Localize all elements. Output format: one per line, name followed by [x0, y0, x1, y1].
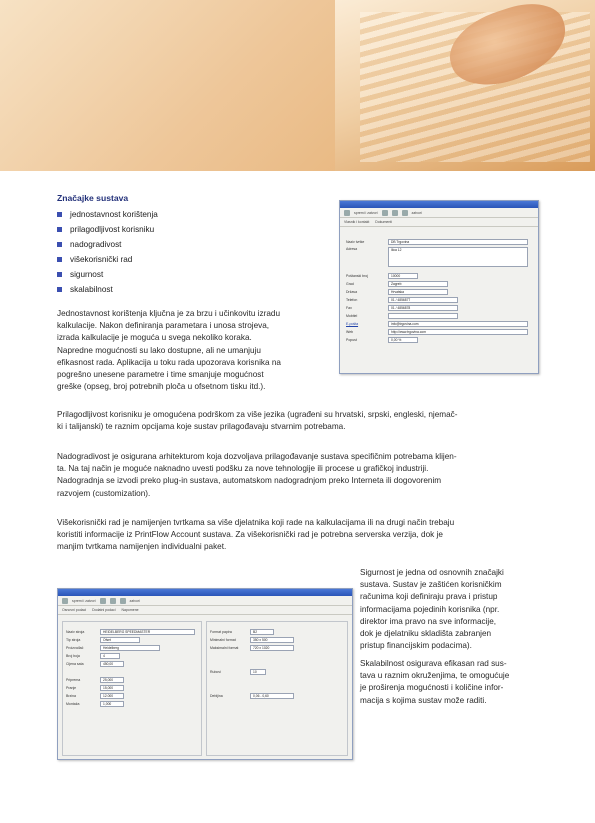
print-icon — [110, 598, 116, 604]
field-value: 01 / 4856877 — [388, 297, 458, 303]
field-label: Minimalni format — [210, 638, 236, 642]
form-row — [66, 701, 124, 707]
field-label: Poštanski broj — [346, 274, 368, 278]
field-value: 10000 — [388, 273, 418, 279]
field-value: Ofset — [100, 637, 140, 643]
window-toolbar — [58, 596, 352, 606]
paragraph-customization — [57, 409, 457, 433]
field-label: Web — [346, 330, 354, 334]
window-tabs — [58, 606, 352, 615]
form-row — [346, 329, 528, 335]
text-line: Skalabilnost osigurava efikasan rad sus- — [360, 659, 507, 668]
tab-label: Napomene — [121, 608, 139, 612]
feature-item: nadogradivost — [57, 237, 158, 252]
text-line: macija s kojima sustav može raditi. — [360, 695, 487, 705]
field-label: Format papira — [210, 630, 232, 634]
feature-item: jednostavnost korištenja — [57, 207, 158, 222]
field-value: 12.000 — [100, 693, 124, 699]
hero-photo — [0, 0, 595, 171]
field-label: Priprema — [66, 678, 81, 682]
field-value: Hrvatska — [388, 289, 448, 295]
feature-item: višekorisnički rad — [57, 252, 158, 267]
toolbar-label: zatvori — [129, 598, 140, 603]
window-titlebar — [340, 201, 538, 208]
text-line: razvojem (customization). — [57, 488, 151, 498]
section-heading: Značajke sustava — [57, 193, 129, 203]
tab-label: Osnovni podaci — [62, 608, 87, 612]
field-label: Fax — [346, 306, 352, 310]
field-value: 450,00 — [100, 661, 124, 667]
field-label: Popust — [346, 338, 357, 342]
form-row — [66, 661, 124, 667]
form-row — [66, 693, 124, 699]
form-row — [66, 629, 195, 635]
paragraph-security — [360, 567, 504, 652]
form-row — [346, 337, 418, 343]
text-line: Jednostavnost korištenja ključna je za brzu i učinkovitu izradu — [57, 309, 280, 318]
text-line: greške (opseg, broj potrebnih ploča u ofsetnom tisku itd.). — [57, 382, 266, 392]
tab-label: Vlasnik i kontakt — [344, 220, 370, 224]
close-icon — [120, 598, 126, 604]
field-value: 25,000 — [100, 677, 124, 683]
field-value: 0,00 % — [388, 337, 418, 343]
paragraph-upgradability — [57, 451, 457, 500]
text-line: direktor ima pravo na sve informacije, — [360, 616, 497, 626]
field-label: Broj boja — [66, 654, 80, 658]
form-row — [210, 637, 294, 643]
form-row — [210, 645, 294, 651]
field-label: Država — [346, 290, 358, 294]
tab-label: Dodatni podaci — [92, 608, 116, 612]
form-row — [346, 321, 528, 327]
field-label: Mobitel — [346, 314, 358, 318]
field-value: 01 / 4856878 — [388, 305, 458, 311]
save-close-icon — [344, 210, 350, 216]
save-close-icon — [62, 598, 68, 604]
field-value: http://www.trgovina.com — [388, 329, 528, 335]
window-titlebar — [58, 589, 352, 596]
field-label: Pranje — [66, 686, 77, 690]
text-line: informacijama pojedinih korisnika (npr. — [360, 604, 500, 614]
form-row — [66, 677, 124, 683]
field-value: HEIDELBERG SPEEDMASTER — [100, 629, 195, 635]
partner-window-screenshot — [339, 200, 539, 374]
text-line: Nadogradivost je osigurana arhitekturom koja dozvoljava prilagođavanje sustava specifičnim potrebama klijen- — [57, 452, 457, 461]
text-line: kalkulacije. Nakon definiranja parametara i unosa strojeva, — [57, 321, 270, 331]
form-row — [66, 645, 160, 651]
feature-item: prilagodljivost korisniku — [57, 222, 158, 237]
field-value: 0,06 - 0,60 — [250, 693, 294, 699]
text-line: koristiti informacije iz PrintFlow Account sustava. Za višekorisnički rad je potrebna serverska verzija, dok je — [57, 530, 443, 540]
form-row — [210, 629, 274, 635]
field-value: B2 — [250, 629, 274, 635]
field-value: Ilica 12 — [388, 247, 528, 267]
field-value: Heidelberg — [100, 645, 160, 651]
text-line: pristup financijskim podacima). — [360, 641, 472, 651]
text-line: manjim tvrtkama namijenjen individualni paket. — [57, 542, 227, 552]
window-tabs — [340, 218, 538, 227]
print-icon — [392, 210, 398, 216]
text-line: ta. Na taj način je moguće naknadno uvesti podšku za nove tehnologije ili procese u grafičkoj industriji. — [57, 464, 429, 474]
form-row — [210, 693, 294, 699]
field-label: Debljina — [210, 694, 223, 698]
field-label: Grad — [346, 282, 354, 286]
field-label: Brzina — [66, 694, 76, 698]
text-line: efikasnost rada. Aplikacija u toku rada upozorava korisnika na — [57, 357, 281, 367]
field-value: 10 — [250, 669, 266, 675]
field-value: info@trgovina.com — [388, 321, 528, 327]
field-label: Cijena sata — [66, 662, 84, 666]
field-label: Adresa — [346, 247, 358, 251]
form-row — [346, 247, 528, 267]
text-line: Prilagodljivost korisniku je omogućena podrškom za više jezika (ugrađeni su hrvatski, srpski, engleski, njemač- — [57, 410, 458, 419]
toolbar-label: spremi i zatvori — [354, 210, 378, 215]
field-label: Tip stroja — [66, 638, 81, 642]
form-row — [66, 637, 140, 643]
form-row — [346, 281, 448, 287]
form-row — [66, 685, 124, 691]
field-value: DB Trgovina — [388, 239, 528, 245]
field-value: Zagreb — [388, 281, 448, 287]
toolbar-label: spremi i zatvori — [72, 598, 96, 603]
field-label: Montaža — [66, 702, 80, 706]
form-row — [346, 305, 458, 311]
field-label: Telefon — [346, 298, 358, 302]
paragraph-scalability — [360, 658, 509, 707]
text-line: Nadogradnja se izvodi preko plug-in sustava, automatskom nadogradnjom preko Interneta ili dogovorenim — [57, 476, 442, 486]
text-line: dok je djelatniku skladišta zabranjen — [360, 629, 492, 639]
text-line: pogrešno unesene parametre i time smanjuje mogućnost — [57, 370, 264, 380]
field-label: Naziv stroja — [66, 630, 85, 634]
text-line: tava u raznim okruženjima, te omogućuje — [360, 671, 510, 681]
field-label: Maksimalni format — [210, 646, 239, 650]
feature-list — [57, 207, 158, 297]
paragraph-multiuser — [57, 517, 454, 554]
field-value: 1,000 — [100, 701, 124, 707]
form-row — [346, 313, 458, 319]
field-value: 350 x 500 — [250, 637, 294, 643]
form-row — [346, 273, 418, 279]
field-label: Naziv tvrtke — [346, 240, 365, 244]
field-value — [388, 313, 458, 319]
save-icon — [382, 210, 388, 216]
text-line: Napredne mogućnosti su lako dostupne, ali ne umanjuju — [57, 345, 261, 355]
paragraph-ease-of-use — [57, 308, 281, 393]
feature-item: sigurnost — [57, 267, 158, 282]
text-line: ki i talijanski) te raznim opcijama koje sustav prilagođavaju stvarnim potrebama. — [57, 422, 346, 432]
toolbar-label: zatvori — [411, 210, 422, 215]
save-icon — [100, 598, 106, 604]
text-line: Sigurnost je jedna od osnovnih značajki — [360, 568, 504, 577]
machine-window-screenshot — [57, 588, 353, 760]
feature-item: skalabilnost — [57, 282, 158, 297]
field-value: 15,000 — [100, 685, 124, 691]
field-label: Rubovi — [210, 670, 221, 674]
text-line: sustava. Sustav je zaštićen korisničkim — [360, 580, 502, 590]
tab-label: Dokumenti — [375, 220, 393, 224]
close-icon — [402, 210, 408, 216]
window-toolbar — [340, 208, 538, 218]
field-label: E-pošta — [346, 322, 359, 326]
form-row — [210, 669, 266, 675]
field-value: 720 x 1020 — [250, 645, 294, 651]
form-row — [346, 289, 448, 295]
text-line: izrada kalkulacije je moguća u svega nekoliko koraka. — [57, 333, 252, 343]
field-value: 4 — [100, 653, 120, 659]
form-row — [346, 297, 458, 303]
form-row — [66, 653, 120, 659]
text-line: Višekorisnički rad je namijenjen tvrtkama sa više djelatnika koji rade na kalkulacijama ili na drugi način trebaju — [57, 518, 455, 527]
field-label: Proizvođač — [66, 646, 84, 650]
form-row — [346, 239, 528, 245]
text-line: računima koji definiraju prava i pristup — [360, 592, 498, 602]
text-line: je proširenja mogućnosti i količine infor- — [360, 683, 504, 693]
